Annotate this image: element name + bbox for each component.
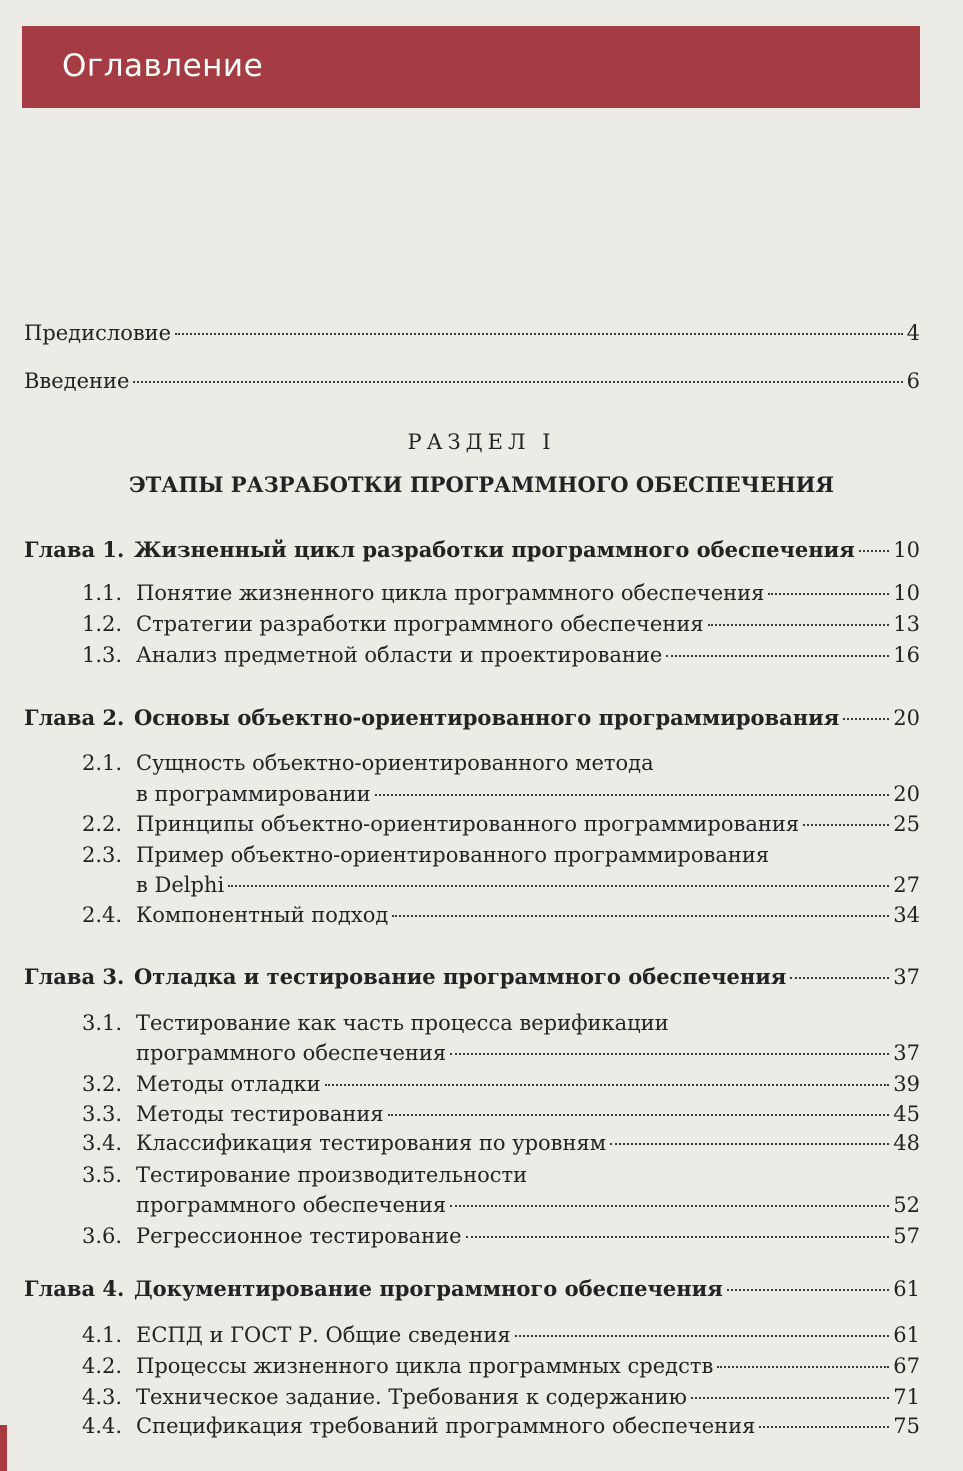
section-title-text: Методы отладки [136, 1072, 321, 1096]
section-title-continued: в Delphi [136, 873, 225, 897]
chapter-title: Основы объектно-ориентированного программирования [134, 705, 840, 730]
leader-dots [717, 1366, 889, 1368]
toc-section-4-4[interactable] [82, 1413, 920, 1439]
toc-section-4-1[interactable] [82, 1322, 920, 1348]
toc-section-3-4[interactable] [82, 1130, 920, 1156]
toc-page-number: 37 [893, 1041, 920, 1065]
leader-dots [859, 550, 890, 552]
leader-dots [450, 1205, 889, 1207]
section-number: 1.2. [82, 612, 123, 636]
section-title: РАЗДЕЛ I [407, 430, 556, 454]
section-number: 3.1. [82, 1011, 123, 1035]
toc-page-number: 16 [893, 643, 920, 667]
section-number: 4.1. [82, 1323, 123, 1347]
section-title-text: Понятие жизненного цикла программного обеспечения [136, 581, 765, 605]
section-title-text: Регрессионное тестирование [136, 1224, 462, 1248]
toc-page-number: 27 [893, 873, 920, 897]
leader-dots [133, 381, 902, 383]
chapter-title: Документирование программного обеспечения [134, 1276, 723, 1301]
section-title-continued: программного обеспечения [136, 1193, 447, 1217]
section-number: 1.3. [82, 643, 123, 667]
leader-dots [466, 1236, 890, 1238]
toc-page-number: 48 [893, 1131, 920, 1155]
section-number: 1.1. [82, 581, 123, 605]
leader-dots [392, 915, 889, 917]
toc-entry-label: Введение [24, 369, 130, 393]
section-title-continued: в программировании [136, 782, 371, 806]
toc-section-3-6[interactable] [82, 1223, 920, 1249]
leader-dots [228, 885, 889, 887]
toc-page-number: 67 [893, 1354, 920, 1378]
section-title-text: Тестирование производительности [136, 1163, 528, 1187]
toc-page-number: 37 [893, 965, 920, 989]
leader-dots [610, 1143, 889, 1145]
section-number: 4.4. [82, 1414, 123, 1438]
section-title-text: Классификация тестирования по уровням [136, 1131, 607, 1155]
toc-page-number: 10 [893, 538, 920, 562]
leader-dots [843, 718, 889, 720]
toc-chapter-4[interactable] [24, 1276, 920, 1302]
section-title-continued: программного обеспечения [136, 1041, 447, 1065]
leader-dots [768, 593, 889, 595]
toc-page-number: 39 [893, 1072, 920, 1096]
toc-page-number: 61 [893, 1323, 920, 1347]
toc-section-2-4[interactable] [82, 902, 920, 928]
section-title-text: Методы тестирования [136, 1102, 384, 1126]
toc-page-number: 45 [893, 1102, 920, 1126]
leader-dots [375, 794, 890, 796]
toc-page-number: 75 [893, 1414, 920, 1438]
toc-section-3-1[interactable] [136, 1040, 920, 1066]
toc-page-number: 20 [893, 706, 920, 730]
toc-chapter-1[interactable] [24, 537, 920, 563]
toc-section-2-3-first-line[interactable] [82, 842, 769, 868]
section-number: 2.2. [82, 812, 123, 836]
section-number: 2.1. [82, 751, 123, 775]
toc-page-number: 4 [906, 321, 920, 345]
toc-section-4-2[interactable] [82, 1353, 920, 1379]
leader-dots [759, 1426, 889, 1428]
toc-entry-label: Предисловие [24, 321, 172, 345]
toc-page-number: 20 [893, 782, 920, 806]
toc-section-2-2[interactable] [82, 811, 920, 837]
toc-section-2-1-first-line[interactable] [82, 750, 654, 776]
toc-section-3-5[interactable] [136, 1192, 920, 1218]
toc-page-number: 34 [893, 903, 920, 927]
toc-section-1-2[interactable] [82, 611, 920, 637]
toc-page-number: 61 [893, 1277, 920, 1301]
leader-dots [666, 655, 889, 657]
section-title-text: Спецификация требований программного обеспечения [136, 1414, 756, 1438]
toc-page-number: 6 [906, 369, 920, 393]
toc-chapter-3[interactable] [24, 964, 920, 990]
section-title-text: Сущность объектно-ориентированного метода [136, 751, 654, 775]
toc-page-number: 10 [893, 581, 920, 605]
toc-section-3-3[interactable] [82, 1101, 920, 1127]
section-title-text: ЕСПД и ГОСТ Р. Общие сведения [136, 1323, 511, 1347]
toc-section-4-3[interactable] [82, 1384, 920, 1410]
page-edge-strip [0, 1425, 7, 1471]
chapter-title: Жизненный цикл разработки программного обеспечения [134, 537, 855, 562]
section-title-text: Стратегии разработки программного обеспечения [136, 612, 704, 636]
page-title: Оглавление [62, 48, 264, 84]
section-title-text: Компонентный подход [136, 903, 389, 927]
leader-dots [175, 333, 903, 335]
leader-dots [790, 977, 889, 979]
section-number: 3.6. [82, 1224, 123, 1248]
chapter-number: Глава 2. [24, 705, 125, 730]
leader-dots [727, 1289, 890, 1291]
section-number: 2.3. [82, 843, 123, 867]
toc-section-1-1[interactable] [82, 580, 920, 606]
section-subtitle: ЭТАПЫ РАЗРАБОТКИ ПРОГРАММНОГО ОБЕСПЕЧЕНИЯ [128, 472, 835, 497]
section-title-text: Принципы объектно-ориентированного программирования [136, 812, 800, 836]
leader-dots [515, 1335, 890, 1337]
leader-dots [450, 1053, 889, 1055]
section-title-text: Анализ предметной области и проектирование [136, 643, 663, 667]
toc-page-number: 71 [893, 1385, 920, 1409]
leader-dots [325, 1084, 890, 1086]
section-number: 3.4. [82, 1131, 123, 1155]
section-number: 4.2. [82, 1354, 123, 1378]
leader-dots [708, 624, 890, 626]
section-number: 3.3. [82, 1102, 123, 1126]
section-number: 3.2. [82, 1072, 123, 1096]
section-number: 4.3. [82, 1385, 123, 1409]
toc-section-3-5-first-line[interactable] [82, 1162, 527, 1188]
chapter-number: Глава 3. [24, 964, 125, 989]
section-title-text: Пример объектно-ориентированного программирования [136, 843, 770, 867]
chapter-number: Глава 1. [24, 537, 125, 562]
toc-page-number: 25 [893, 812, 920, 836]
toc-entry-preface[interactable] [24, 320, 920, 346]
section-number: 2.4. [82, 903, 123, 927]
header-bar [22, 26, 920, 108]
toc-section-2-3[interactable] [136, 872, 920, 898]
toc-section-3-1-first-line[interactable] [82, 1010, 669, 1036]
section-number: 3.5. [82, 1163, 123, 1187]
toc-page-number: 52 [893, 1193, 920, 1217]
toc-page-number: 57 [893, 1224, 920, 1248]
toc-page-number: 13 [893, 612, 920, 636]
section-title-text: Техническое задание. Требования к содержанию [136, 1385, 687, 1409]
leader-dots [803, 824, 889, 826]
chapter-number: Глава 4. [24, 1276, 125, 1301]
toc-entry-intro[interactable] [24, 368, 920, 394]
toc-section-1-3[interactable] [82, 642, 920, 668]
section-title-text: Тестирование как часть процесса верификации [136, 1011, 669, 1035]
leader-dots [388, 1114, 890, 1116]
toc-section-3-2[interactable] [82, 1071, 920, 1097]
toc-chapter-2[interactable] [24, 705, 920, 731]
chapter-title: Отладка и тестирование программного обеспечения [134, 964, 787, 989]
section-title-text: Процессы жизненного цикла программных средств [136, 1354, 714, 1378]
toc-section-2-1[interactable] [136, 781, 920, 807]
leader-dots [691, 1397, 889, 1399]
